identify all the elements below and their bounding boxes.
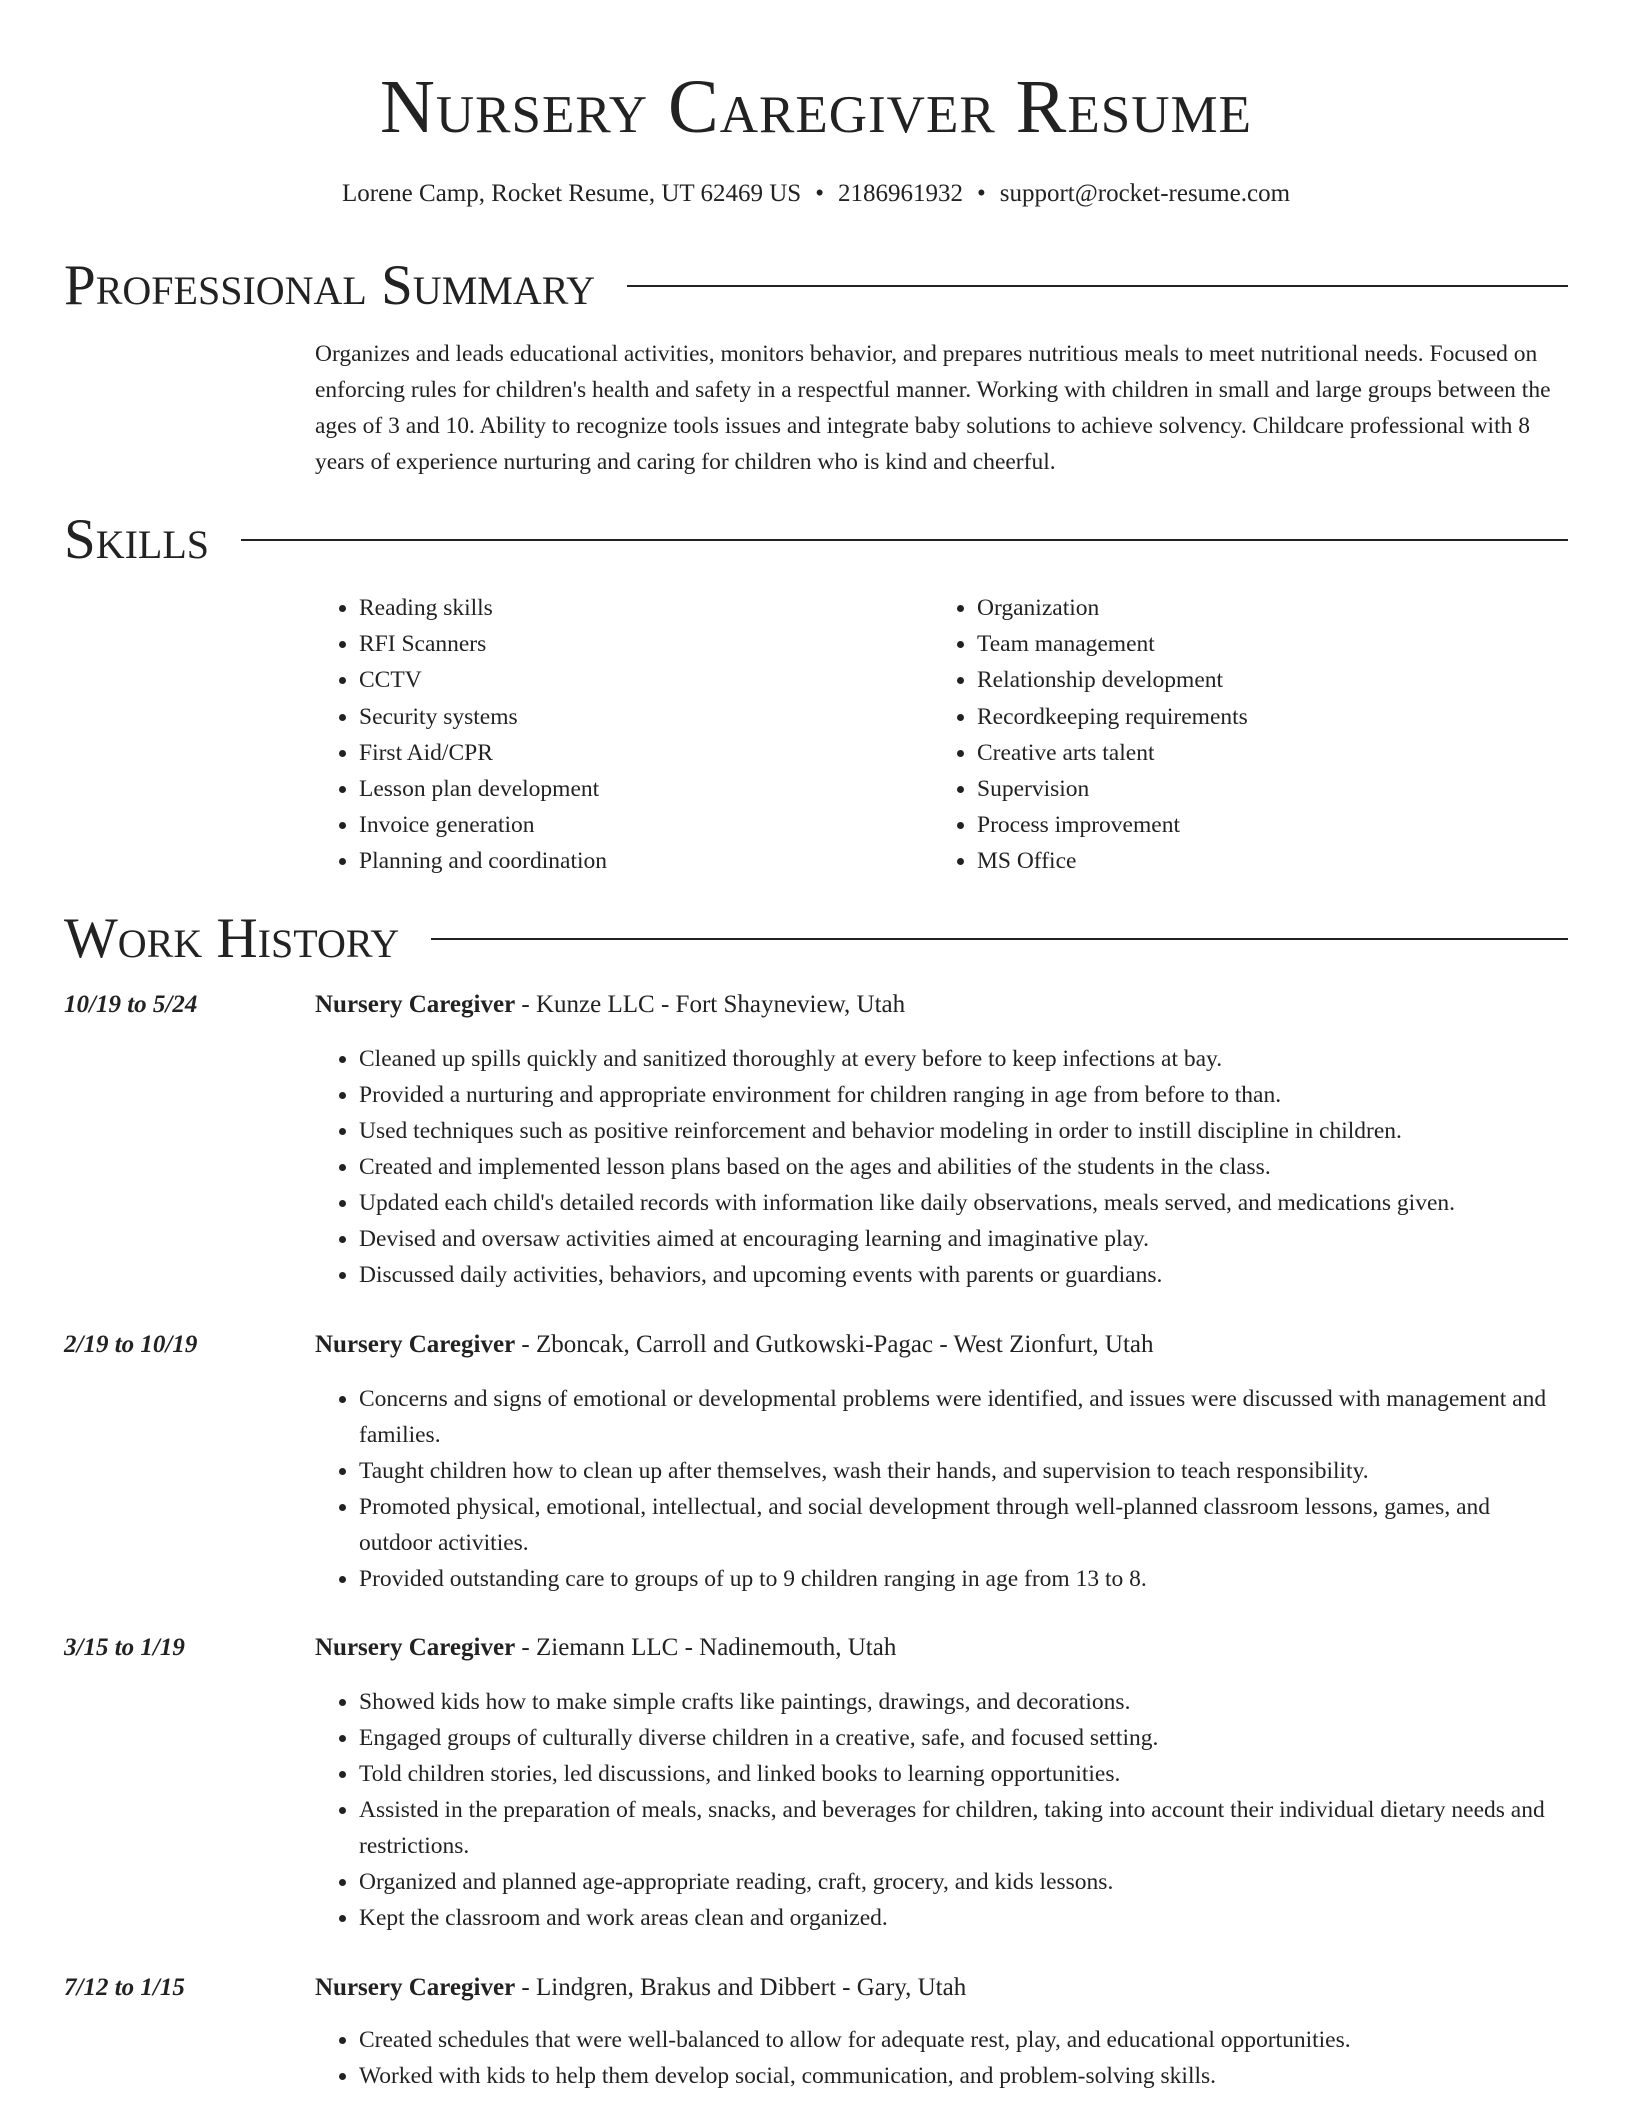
job-heading <box>315 1970 966 2006</box>
job-duties <box>315 1381 1568 1597</box>
job-duty: • Discussed daily activities, behaviors, and upcoming events with parents or guardians. <box>359 1257 1568 1293</box>
skill-item: • Invoice generation <box>359 807 933 843</box>
skill-item: • Supervision <box>977 771 1551 807</box>
work-heading: Work History <box>64 907 400 970</box>
job-duty: • Assisted in the preparation of meals, snacks, and beverages for children, taking into account their individual dietary needs and restrictions. <box>359 1792 1568 1864</box>
contact-separator: • <box>976 180 986 207</box>
skills-column-left <box>315 590 933 880</box>
job-duty: • Updated each child's detailed records with information like daily observations, meals served, and medications given. <box>359 1185 1568 1221</box>
job-duty: • Kept the classroom and work areas clean and organized. <box>359 1900 1568 1936</box>
work-section-heading <box>64 907 1568 971</box>
job-duty: • Created schedules that were well-balanced to allow for adequate rest, play, and educational opportunities. <box>359 2022 1568 2058</box>
skill-item: • Recordkeeping requirements <box>977 699 1551 735</box>
skill-item: • Process improvement <box>977 807 1551 843</box>
skill-item: • CCTV <box>359 662 933 698</box>
job-duties <box>315 2022 1568 2094</box>
skills-column-right <box>933 590 1551 880</box>
contact-address: Lorene Camp, Rocket Resume, UT 62469 US <box>341 180 802 207</box>
job-employer: - Lindgren, Brakus and Dibbert - Gary, Utah <box>515 1974 967 2001</box>
job-heading <box>315 1630 896 1666</box>
job-employer: - Ziemann LLC - Nadinemouth, Utah <box>515 1634 897 1661</box>
job-duty: • Created and implemented lesson plans based on the ages and abilities of the students in the class. <box>359 1149 1568 1185</box>
job-dates: 10/19 to 5/24 <box>64 991 198 1018</box>
skill-item: • Reading skills <box>359 590 933 626</box>
contact-separator: • <box>815 180 824 207</box>
skill-item: • Security systems <box>359 699 933 735</box>
job-duty: • Devised and oversaw activities aimed at encouraging learning and imaginative play. <box>359 1221 1568 1257</box>
skill-item: • Lesson plan development <box>359 771 933 807</box>
skill-item: • Creative arts talent <box>977 735 1551 771</box>
skills-list <box>315 590 1568 880</box>
job-heading <box>315 987 905 1023</box>
job-duty: • Cleaned up spills quickly and sanitized thoroughly at every before to keep infections at bay. <box>359 1041 1568 1077</box>
job-heading <box>315 1327 1154 1363</box>
job-title: Nursery Caregiver <box>315 1634 516 1661</box>
job-duty: • Used techniques such as positive reinforcement and behavior modeling in order to instill discipline in children. <box>359 1113 1568 1149</box>
section-divider <box>431 938 1568 940</box>
job-title: Nursery Caregiver <box>315 1331 516 1358</box>
resume-page <box>64 0 1568 2089</box>
skill-item: • First Aid/CPR <box>359 735 933 771</box>
contact-email: support@rocket-resume.com <box>999 180 1291 207</box>
skill-item: • Relationship development <box>977 662 1551 698</box>
skill-item: • Team management <box>977 626 1551 662</box>
resume-title: Nursery Caregiver Resume <box>380 65 1252 149</box>
summary-block <box>315 336 1568 480</box>
skill-item: • MS Office <box>977 843 1551 879</box>
job-dates: 2/19 to 10/19 <box>64 1331 198 1358</box>
job-duties <box>315 1684 1568 1936</box>
contact-line <box>64 178 1568 210</box>
job-duty: • Worked with kids to help them develop social, communication, and problem-solving skills. <box>359 2058 1568 2094</box>
job-duty: • Concerns and signs of emotional or developmental problems were identified, and issues were discussed with management and families. <box>359 1381 1568 1453</box>
job-duty: • Taught children how to clean up after themselves, wash their hands, and supervision to teach responsibility. <box>359 1453 1568 1489</box>
summary-section-heading <box>64 254 1568 318</box>
job-title: Nursery Caregiver <box>315 991 516 1018</box>
summary-text: Organizes and leads educational activities, monitors behavior, and prepares nutritious meals to meet nutritional needs. Focused on enforcing rules for children's health and safety in a respectful manner. Working with children in small and large groups between the ages of 3 and 10. Ability to recognize tools issues and integrate baby solutions to achieve solvency. Childcare professional with 8 years of experience nurturing and caring for children who is kind and cheerful. <box>315 341 1551 475</box>
job-employer: - Kunze LLC - Fort Shayneview, Utah <box>515 991 906 1018</box>
skill-item: • Organization <box>977 590 1551 626</box>
section-divider <box>241 539 1568 541</box>
contact-phone: 2186961932 <box>837 180 963 207</box>
skills-section-heading <box>64 508 1568 572</box>
job-duty: • Promoted physical, emotional, intellectual, and social development through well-planned classroom lessons, games, and outdoor activities. <box>359 1489 1568 1561</box>
skills-heading: Skills <box>64 508 210 571</box>
job-duty: • Told children stories, led discussions, and linked books to learning opportunities. <box>359 1756 1568 1792</box>
job-dates: 7/12 to 1/15 <box>64 1974 185 2001</box>
skill-item: • RFI Scanners <box>359 626 933 662</box>
skill-item: • Planning and coordination <box>359 843 933 879</box>
job-title: Nursery Caregiver <box>315 1974 516 2001</box>
job-duty: • Provided a nurturing and appropriate environment for children ranging in age from before to than. <box>359 1077 1568 1113</box>
job-duty: • Showed kids how to make simple crafts like paintings, drawings, and decorations. <box>359 1684 1568 1720</box>
job-duty: • Engaged groups of culturally diverse children in a creative, safe, and focused setting. <box>359 1720 1568 1756</box>
section-divider <box>627 285 1568 287</box>
job-duties <box>315 1041 1568 1293</box>
job-duty: • Organized and planned age-appropriate reading, craft, grocery, and kids lessons. <box>359 1864 1568 1900</box>
job-dates: 3/15 to 1/19 <box>64 1634 185 1661</box>
job-employer: - Zboncak, Carroll and Gutkowski-Pagac - West Zionfurt, Utah <box>515 1331 1154 1358</box>
job-duty: • Provided outstanding care to groups of up to 9 children ranging in age from 13 to 8. <box>359 1561 1568 1597</box>
summary-heading: Professional Summary <box>64 254 596 317</box>
